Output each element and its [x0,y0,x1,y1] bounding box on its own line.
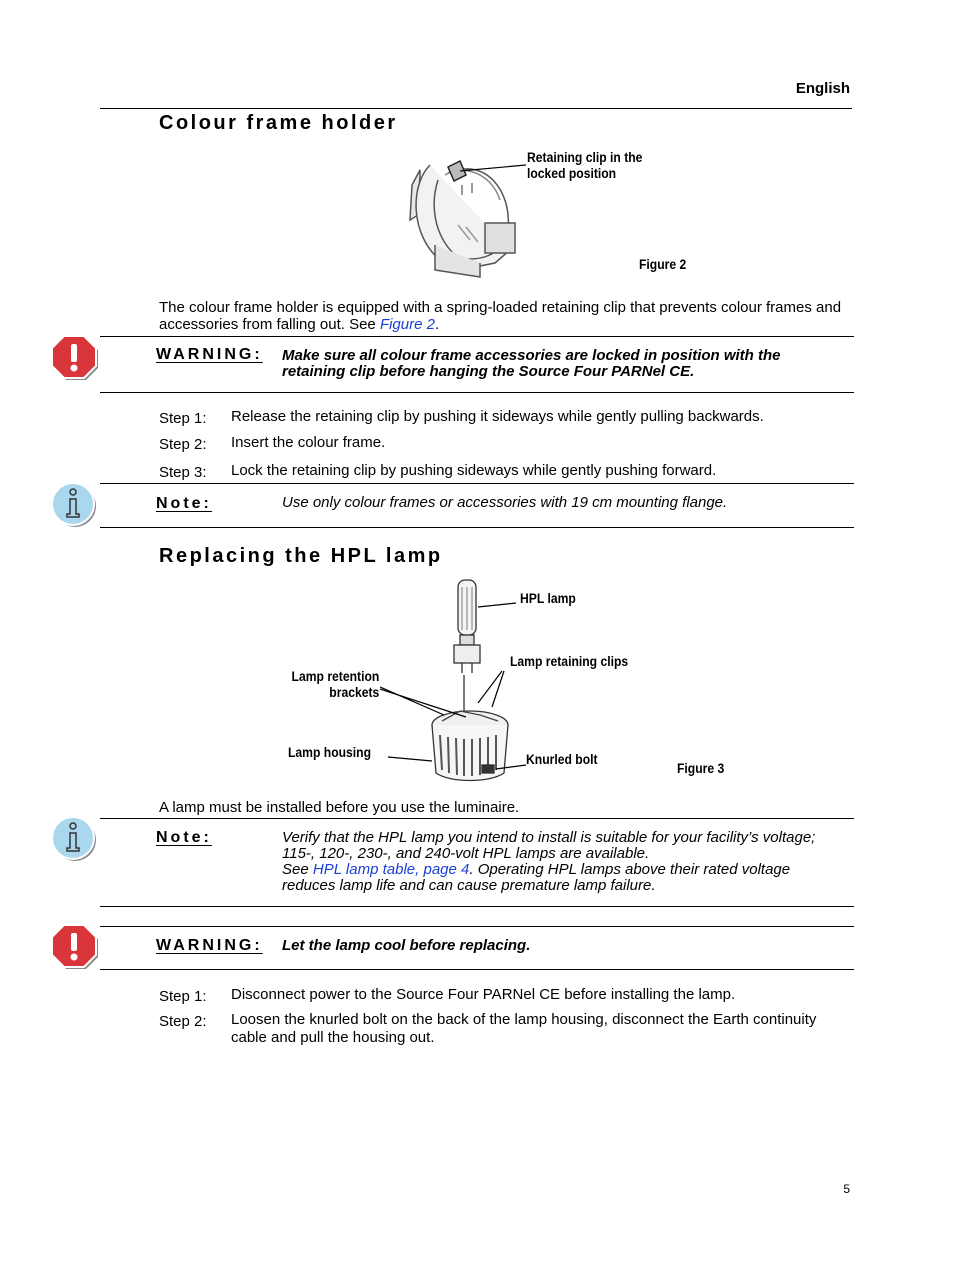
step-number: Step 1: [159,410,207,427]
step-number: Step 1: [159,988,207,1005]
lamp-installed-paragraph: A lamp must be installed before you use the luminaire. [159,799,520,816]
note-icon [50,815,98,861]
hpl-lamp-label: HPL lamp [520,591,576,606]
step-number: Step 2: [159,1013,207,1030]
step-text: Disconnect power to the Source Four PARNel CE before installing the lamp. [231,986,736,1003]
warning-label: WARNING: [156,937,263,954]
figure-3-caption: Figure 3 [677,761,725,776]
knurled-bolt-label: Knurled bolt [526,752,598,767]
step-text: Loosen the knurled bolt on the back of the lamp housing, disconnect the Earth continuity cable and pull the housing out. [231,1011,817,1046]
lamp-housing-label: Lamp housing [288,745,372,760]
note-text: Verify that the HPL lamp you intend to install is suitable for your facility’s voltage; 115-, 120-, 230-, and 240-volt HPL lamps are available. See HPL lamp table, page 4. Operating HPL lamps above their rated voltage reduces lamp life and can cause premature lamp failure. [282,829,816,894]
colour-frame-holder-illustration [400,145,530,280]
step-text: Insert the colour frame. [231,434,386,451]
header-rule [100,108,852,109]
note-text: Use only colour frames or accessories with 19 cm mounting flange. [282,494,728,511]
step-number: Step 3: [159,464,207,481]
language-label: English [795,80,850,97]
colour-frame-paragraph: The colour frame holder is equipped with a spring-loaded retaining clip that prevents colour frames and accessories from falling out. See Figure 2. [159,299,842,333]
step-number: Step 2: [159,436,207,453]
step-text: Lock the retaining clip by pushing sideways while gently pushing forward. [231,462,717,479]
lamp-retention-brackets-label: Lamp retention brackets [291,669,380,700]
warning-label: WARNING: [156,346,263,363]
section-title-colour-frame-holder: Colour frame holder [159,112,398,134]
warning-text: Make sure all colour frame accessories are locked in position with the retaining clip before hanging the Source Four PARNel CE. [282,347,781,380]
step-text: Release the retaining clip by pushing it sideways while gently pulling backwards. [231,408,764,425]
figure-2-caption: Figure 2 [639,257,687,272]
note-icon [50,481,98,527]
hpl-lamp-illustration [370,575,540,790]
note-label: Note: [156,495,212,512]
hpl-lamp-table-link[interactable]: HPL lamp table, page 4 [312,861,470,878]
warning-icon [50,923,98,969]
note-label: Note: [156,829,212,846]
figure-2-link[interactable]: Figure 2 [379,316,435,333]
warning-text: Let the lamp cool before replacing. [282,937,531,954]
retaining-clip-callout: Retaining clip in the locked position [527,150,643,181]
lamp-retaining-clips-label: Lamp retaining clips [510,654,629,669]
warning-icon [50,334,98,380]
page-number: 5 [843,1182,850,1196]
section-title-replacing-hpl-lamp: Replacing the HPL lamp [159,545,443,567]
